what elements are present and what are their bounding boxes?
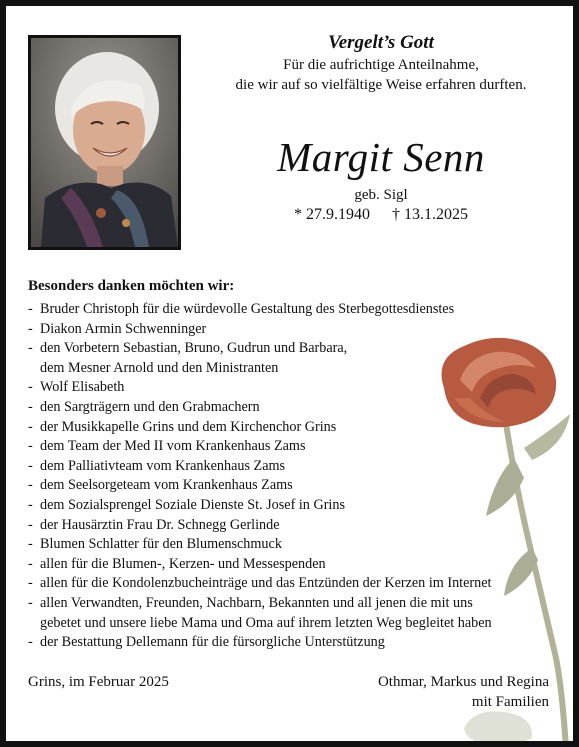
list-item xyxy=(28,339,568,378)
life-dates xyxy=(206,205,556,225)
list-item xyxy=(28,516,568,536)
list-item xyxy=(28,574,568,594)
list-item-line: - allen für die Blumen-, Kerzen- und Messespenden xyxy=(40,555,326,572)
list-item-line: - allen für die Kondolenzbucheinträge und das Entzünden der Kerzen im Internet xyxy=(40,575,492,592)
place-date: Grins, im Februar 2025 xyxy=(28,674,169,690)
list-item-line: gebetet und unsere liebe Mama und Oma auf ihrem letzten Weg begleitet haben xyxy=(40,614,492,631)
list-item-line: - der Bestattung Dellemann für die fürsorgliche Unterstützung xyxy=(40,634,385,651)
portrait-photo xyxy=(28,35,181,250)
list-item xyxy=(28,496,568,516)
header xyxy=(206,31,556,225)
list-item xyxy=(28,633,568,653)
list-item xyxy=(28,476,568,496)
signatories-suffix: mit Familien xyxy=(471,694,549,710)
list-item xyxy=(28,535,568,555)
motto-heading: Vergelt’s Gott xyxy=(328,32,434,53)
list-item-line: - Wolf Elisabeth xyxy=(40,379,125,396)
list-item xyxy=(28,320,568,340)
list-item-line: - der Hausärztin Frau Dr. Schnegg Gerlinde xyxy=(40,516,280,533)
list-item-line: - der Musikkapelle Grins und dem Kirchenchor Grins xyxy=(40,418,337,435)
thanks-line-2: die wir auf so vielfältige Weise erfahren durften. xyxy=(235,77,527,93)
list-item xyxy=(28,594,568,633)
list-item xyxy=(28,418,568,438)
acknowledgements-list xyxy=(28,300,568,653)
list-item-line: - dem Palliativteam vom Krankenhaus Zams xyxy=(40,457,286,474)
list-item xyxy=(28,437,568,457)
thanks-line-1: Für die aufrichtige Anteilnahme, xyxy=(283,57,479,73)
birth-date: * 27.9.1940 xyxy=(294,206,370,223)
list-item xyxy=(28,378,568,398)
death-date: † 13.1.2025 xyxy=(392,206,468,223)
deceased-name: Margit Senn xyxy=(277,134,485,180)
signatories-names: Othmar, Markus und Regina xyxy=(377,674,549,690)
list-item-line: - den Sargträgern und den Grabmachern xyxy=(40,398,260,415)
list-item-line: - den Vorbetern Sebastian, Bruno, Gudrun und Barbara, xyxy=(40,340,348,357)
list-item xyxy=(28,398,568,418)
signatories xyxy=(378,672,549,712)
list-item xyxy=(28,300,568,320)
list-item-line: dem Mesner Arnold und den Ministranten xyxy=(40,359,279,376)
portrait-illustration xyxy=(31,38,178,247)
birth-name: geb. Sigl xyxy=(354,187,408,203)
list-item-line: - allen Verwandten, Freunden, Nachbarn, Bekannten und all jenen die mit uns xyxy=(40,594,473,611)
list-item xyxy=(28,457,568,477)
list-item-line: - dem Seelsorgeteam vom Krankenhaus Zams xyxy=(40,477,293,494)
list-item-line: - Bruder Christoph für die würdevolle Gestaltung des Sterbegottesdienstes xyxy=(40,301,455,317)
list-item-line: - Diakon Armin Schwenninger xyxy=(40,320,207,337)
list-item-line: - Blumen Schlatter für den Blumenschmuck xyxy=(40,536,282,553)
acknowledgements-title: Besonders danken möchten wir: xyxy=(28,278,235,294)
list-item-line: - dem Sozialsprengel Soziale Dienste St. Josef in Grins xyxy=(40,496,345,513)
list-item xyxy=(28,555,568,575)
list-item-line: - dem Team der Med II vom Krankenhaus Zams xyxy=(40,438,306,455)
